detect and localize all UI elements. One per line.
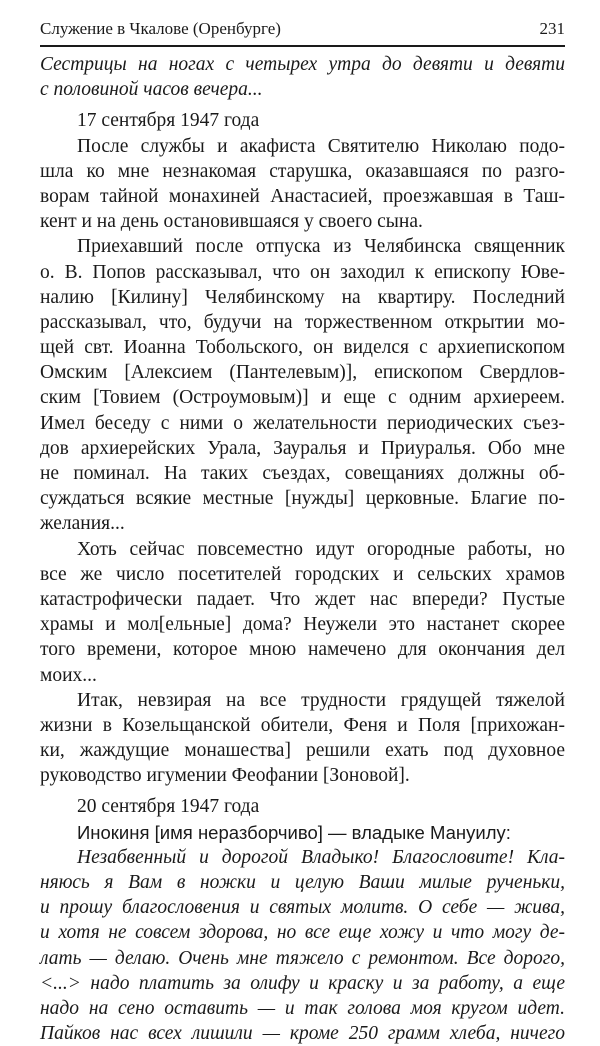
text-line: и хотя не совсем здорова, но все еще хожу и что могу де- — [40, 922, 565, 944]
text-line: руководство игумении Феофании [Зоновой]. — [40, 765, 410, 787]
text-line: о. В. Попов рассказывал, что он заходил к епископу Юве- — [40, 261, 565, 283]
text-line: жизни в Козельщанской обители, Феня и Поля [прихожан- — [40, 714, 565, 736]
text-line: шла ко мне незнакомая старушка, оказавшаяся по разго- — [40, 160, 565, 182]
header-rule — [40, 45, 565, 47]
text-line: кент и на день остановившаяся у своего сына. — [40, 211, 423, 233]
text-line: Хоть сейчас повсеместно идут огородные работы, но — [77, 538, 565, 560]
text-line: лать — делаю. Очень мне тяжело с ремонтом. Все дорого, — [40, 947, 565, 969]
text-line: того времени, которое мною намечено для окончания дел — [40, 639, 565, 661]
text-line: няюсь я Вам в ножки и целую Ваши милые рученьки, — [40, 872, 565, 893]
letter-body — [40, 845, 565, 1046]
text-line: Итак, невзирая на все трудности грядущей тяжелой — [77, 689, 565, 711]
text-line: желания... — [40, 513, 125, 535]
text-line: дов архиерейских Урала, Зауралья и Приуралья. Обо мне — [40, 437, 565, 459]
text-line: налию [Килину] Челябинскому на квартиру. Последний — [40, 286, 565, 308]
italic-quote-continuation — [40, 52, 565, 102]
text-line: не поминал. На таких съездах, совещаниях должны об- — [40, 463, 565, 484]
text-line: храмы и мол[ельные] дома? Неужели это настанет скорее — [40, 614, 565, 636]
letter-heading: Инокиня [имя неразборчиво] — владыке Мануилу: — [77, 821, 511, 843]
text-line: Пайков нас всех лишили — кроме 250 грамм хлеба, ничего — [40, 1023, 565, 1045]
text-line: щей свт. Иоанна Тобольского, он виделся с архиепископом — [40, 337, 565, 359]
page-body — [40, 52, 565, 1046]
text-line: рассказывал, что, будучи на торжественном открытии мо- — [40, 311, 565, 333]
paragraph — [40, 134, 565, 235]
text-line: Приехавший после отпуска из Челябинска священник — [77, 236, 565, 258]
text-line: ворам тайной монахиней Анастасией, проезжавшая в Таш- — [40, 185, 565, 207]
page-number: 231 — [539, 19, 565, 38]
text-line: ки, жаждущие монашества] решили ехать под духовное — [40, 740, 565, 762]
text-line: суждаться всякие местные [нужды] церковные. Благие по- — [40, 488, 565, 510]
text-line: Омским [Алексием (Пантелевым)], епископом Свердлов- — [40, 362, 565, 384]
text-line: После службы и акафиста Святителю Николаю подо- — [77, 135, 565, 157]
text-line: все же число посетителей городских и сельских храмов — [40, 563, 565, 585]
text-line: ским [Товием (Остроумовым)] и еще с одним архиереем. — [40, 387, 565, 409]
entry-date: 17 сентября 1947 года — [77, 110, 260, 132]
text-line: <...> надо платить за олифу и краску и за работу, а еще — [40, 972, 565, 994]
text-line: Имел беседу с ними о желательности периодических съез- — [40, 412, 565, 434]
text-line: надо на сено оставить — и так голова моя кругом идет. — [40, 997, 565, 1019]
running-header — [40, 19, 565, 41]
text-line: и прошу благословения и святых молитв. О себе — жива, — [40, 897, 565, 919]
text-line: моих... — [40, 664, 97, 686]
text-line: с половиной часов вечера... — [40, 79, 263, 101]
text-line: катастрофически падает. Что ждет нас впереди? Пустые — [40, 588, 565, 610]
text-line: Незабвенный и дорогой Владыко! Благословите! Кла- — [77, 846, 565, 868]
entry-date: 20 сентября 1947 года — [77, 796, 260, 818]
paragraph — [40, 537, 565, 688]
chapter-title: Служение в Чкалове (Оренбурге) — [40, 19, 281, 38]
text-line: Сестрицы на ногах с четырех утра до девяти и девяти — [40, 54, 565, 75]
paragraph — [40, 688, 565, 789]
paragraph — [40, 234, 565, 536]
